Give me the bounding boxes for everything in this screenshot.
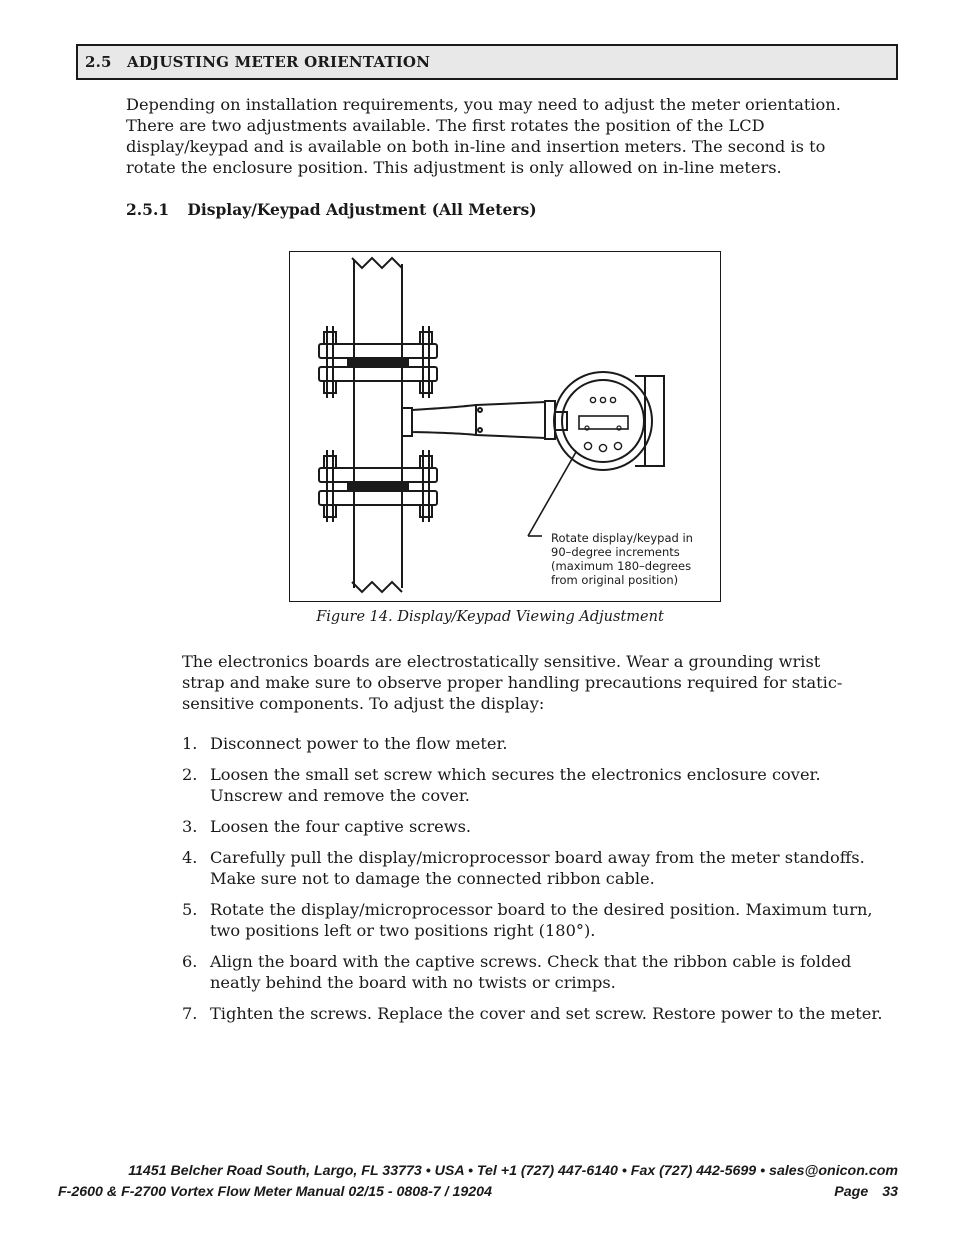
step-item bbox=[182, 764, 894, 806]
lower-flange bbox=[319, 450, 437, 522]
callout-line: from original position) bbox=[551, 573, 679, 587]
footer-bar bbox=[58, 1184, 898, 1200]
subsection-title: Display/Keypad Adjustment (All Meters) bbox=[187, 200, 537, 219]
step-text: Tighten the screws. Replace the cover and set screw. Restore power to the meter. bbox=[210, 1004, 883, 1023]
callout-line: (maximum 180–degrees bbox=[551, 559, 692, 573]
footer-page bbox=[834, 1184, 898, 1200]
step-item bbox=[182, 816, 894, 837]
warning-paragraph: The electronics boards are electrostatically sensitive. Wear a grounding wrist strap and make sure to observe proper handling precautions required for static-sensitive components. To adjust the display: bbox=[182, 652, 843, 713]
upper-flange bbox=[319, 326, 437, 398]
section-title: ADJUSTING METER ORIENTATION bbox=[127, 53, 431, 71]
footer-address: 11451 Belcher Road South, Largo, FL 33773 • USA • Tel +1 (727) 447-6140 • Fax (727) 442-5699 • sales@onicon.com bbox=[128, 1163, 898, 1179]
step-text: Loosen the four captive screws. bbox=[210, 817, 472, 836]
meter-diagram bbox=[290, 252, 720, 601]
step-item bbox=[182, 1003, 894, 1024]
step-number: 7. bbox=[182, 1004, 198, 1023]
meter-neck bbox=[402, 401, 555, 439]
footer-manual: F-2600 & F-2700 Vortex Flow Meter Manual 02/15 - 0808-7 / 19204 bbox=[58, 1184, 492, 1200]
subsection-number: 2.5.1 bbox=[126, 200, 170, 219]
section-header bbox=[76, 44, 898, 80]
callout-text bbox=[551, 531, 693, 587]
page-number: 33 bbox=[882, 1184, 898, 1200]
figure-frame bbox=[289, 251, 721, 602]
step-number: 6. bbox=[182, 952, 198, 971]
intro-paragraph: Depending on installation requirements, you may need to adjust the meter orientation. There are two adjustments available. The first rotates the position of the LCD display/keypad and is available on both in-line and insertion meters. The second is to rotate the enclosure position. This adjustment is only allowed on in-line meters. bbox=[126, 95, 841, 177]
step-number: 2. bbox=[182, 765, 198, 784]
section-number: 2.5 bbox=[85, 53, 112, 71]
figure-caption: Figure 14. Display/Keypad Viewing Adjustment bbox=[316, 609, 664, 625]
step-number: 1. bbox=[182, 734, 198, 753]
step-item bbox=[182, 847, 894, 889]
step-number: 3. bbox=[182, 817, 198, 836]
callout-line: Rotate display/keypad in bbox=[551, 531, 693, 545]
step-text: Loosen the small set screw which secures the electronics enclosure cover. Unscrew and remove the cover. bbox=[210, 765, 821, 805]
step-text: Carefully pull the display/microprocessor board away from the meter standoffs. Make sure not to damage the connected ribbon cable. bbox=[210, 848, 865, 888]
step-text: Align the board with the captive screws. Check that the ribbon cable is folded neatly behind the board with no twists or crimps. bbox=[210, 952, 852, 992]
subsection-heading bbox=[126, 200, 537, 219]
page-label: Page bbox=[834, 1184, 869, 1200]
callout-line: 90–degree increments bbox=[551, 545, 680, 559]
callout-leader bbox=[528, 452, 576, 536]
steps-list bbox=[182, 733, 894, 1034]
electronics-enclosure bbox=[554, 372, 664, 470]
pipe-drawing bbox=[352, 258, 402, 592]
step-text: Disconnect power to the flow meter. bbox=[210, 734, 508, 753]
step-item bbox=[182, 899, 894, 941]
step-item bbox=[182, 733, 894, 754]
step-number: 5. bbox=[182, 900, 198, 919]
step-number: 4. bbox=[182, 848, 198, 867]
step-text: Rotate the display/microprocessor board to the desired position. Maximum turn, two positions left or two positions right (180°). bbox=[210, 900, 873, 940]
step-item bbox=[182, 951, 894, 993]
